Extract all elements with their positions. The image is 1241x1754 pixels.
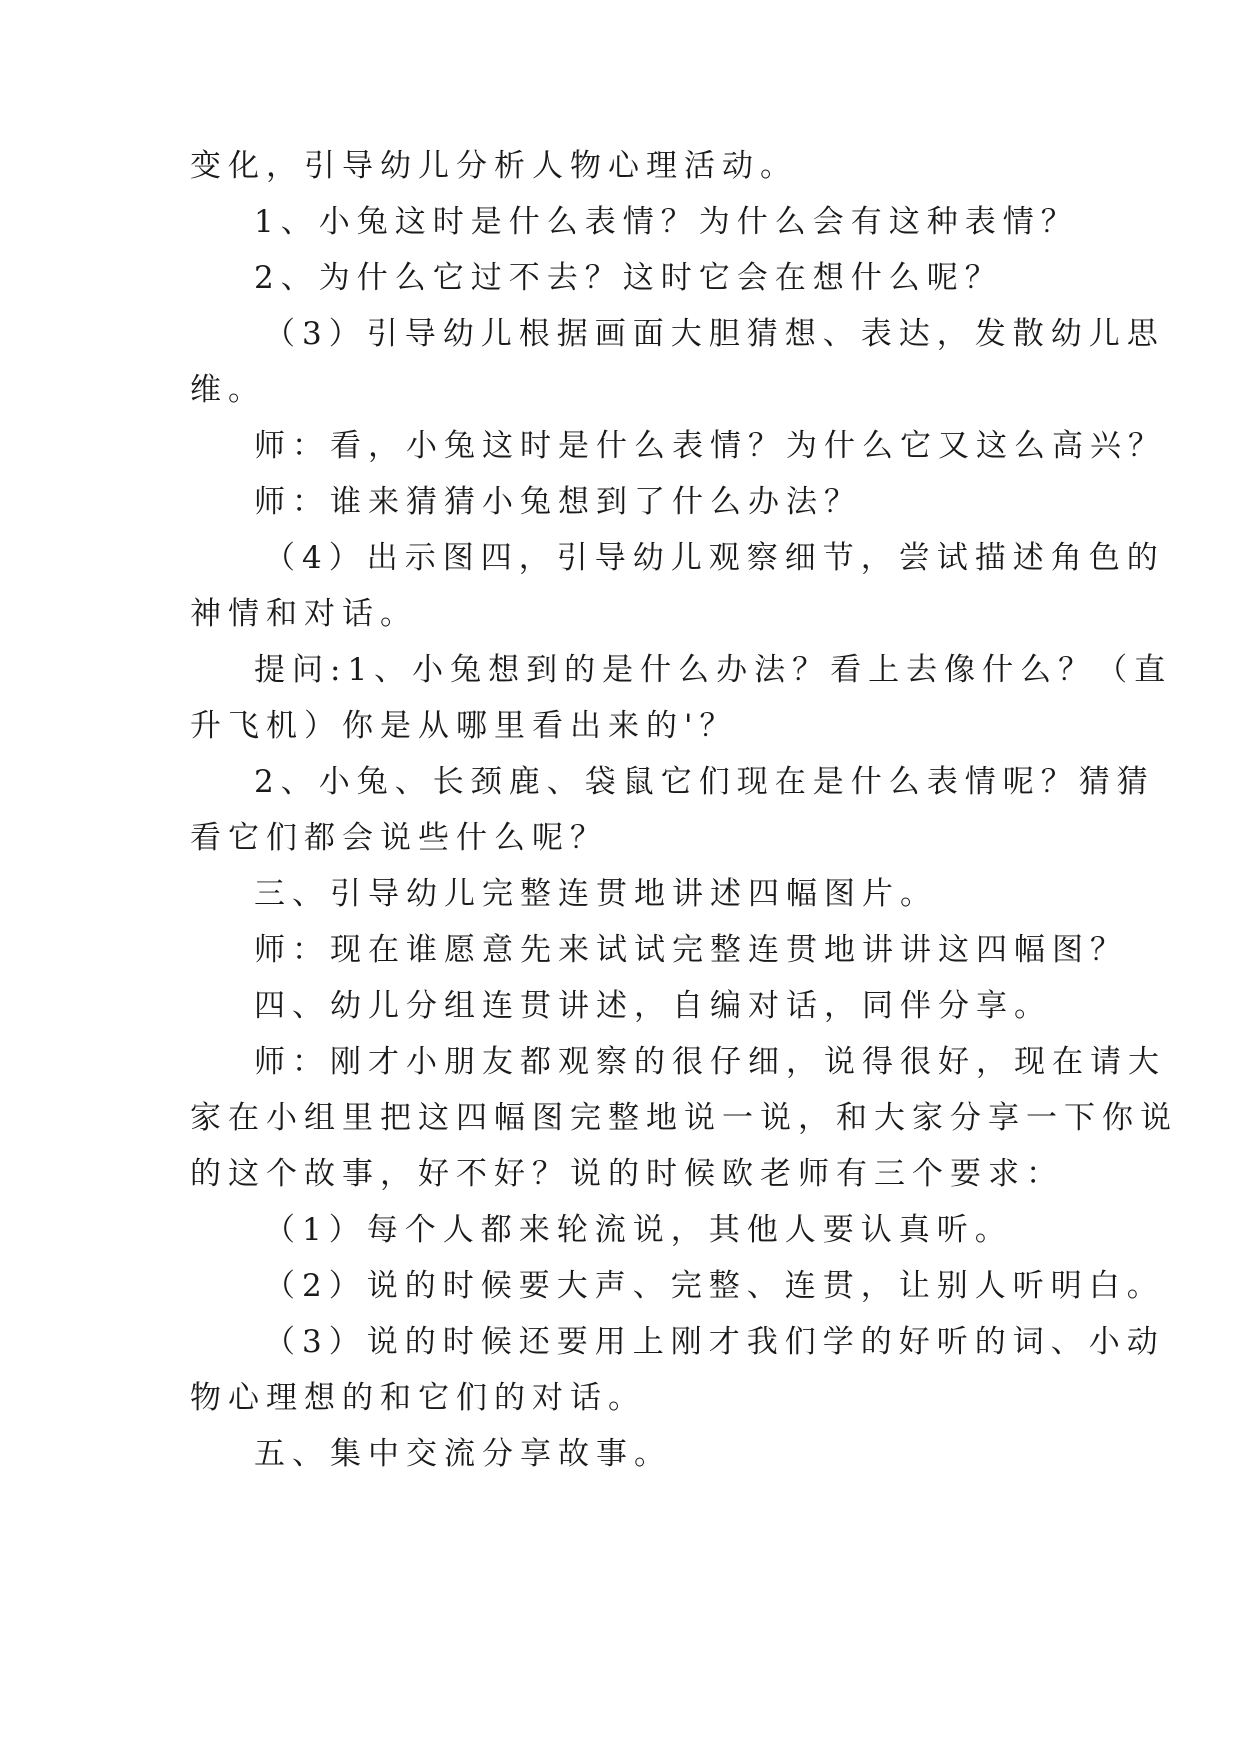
- text-line: 师：刚才小朋友都观察的很仔细，说得很好，现在请大: [254, 1044, 1166, 1080]
- text-line: （4）出示图四，引导幼儿观察细节，尝试描述角色的: [264, 540, 1165, 576]
- text-line: （3）说的时候还要用上刚才我们学的好听的词、小动: [264, 1324, 1165, 1360]
- text-line: （3）引导幼儿根据画面大胆猜想、表达，发散幼儿思: [264, 316, 1165, 352]
- text-line: 提问:1、小兔想到的是什么办法？看上去像什么？（直: [254, 652, 1173, 688]
- text-line: 师：谁来猜猜小兔想到了什么办法？: [254, 484, 862, 520]
- text-line: 家在小组里把这四幅图完整地说一说，和大家分享一下你说: [190, 1100, 1178, 1136]
- text-line: 四、幼儿分组连贯讲述，自编对话，同伴分享。: [254, 988, 1052, 1024]
- text-line: 五、集中交流分享故事。: [254, 1436, 672, 1472]
- text-line: 物心理想的和它们的对话。: [190, 1380, 646, 1416]
- text-line: （1）每个人都来轮流说，其他人要认真听。: [264, 1212, 1013, 1248]
- text-line: 看它们都会说些什么呢？: [190, 820, 608, 856]
- text-line: 师：现在谁愿意先来试试完整连贯地讲讲这四幅图？: [254, 932, 1128, 968]
- text-line: 的这个故事，好不好？说的时候欧老师有三个要求：: [190, 1156, 1064, 1192]
- text-line: （2）说的时候要大声、完整、连贯，让别人听明白。: [264, 1268, 1165, 1304]
- text-line: 升飞机）你是从哪里看出来的'？: [190, 708, 738, 744]
- text-line: 师：看，小兔这时是什么表情？为什么它又这么高兴？: [254, 428, 1166, 464]
- text-line: 变化，引导幼儿分析人物心理活动。: [190, 148, 798, 184]
- text-line: 2、小兔、长颈鹿、袋鼠它们现在是什么表情呢？猜猜: [254, 764, 1155, 800]
- text-line: 2、为什么它过不去？这时它会在想什么呢？: [254, 260, 1003, 296]
- text-line: 维。: [190, 372, 266, 408]
- text-line: 神情和对话。: [190, 596, 418, 632]
- text-line: 1、小兔这时是什么表情？为什么会有这种表情？: [254, 204, 1079, 240]
- text-line: 三、引导幼儿完整连贯地讲述四幅图片。: [254, 876, 938, 912]
